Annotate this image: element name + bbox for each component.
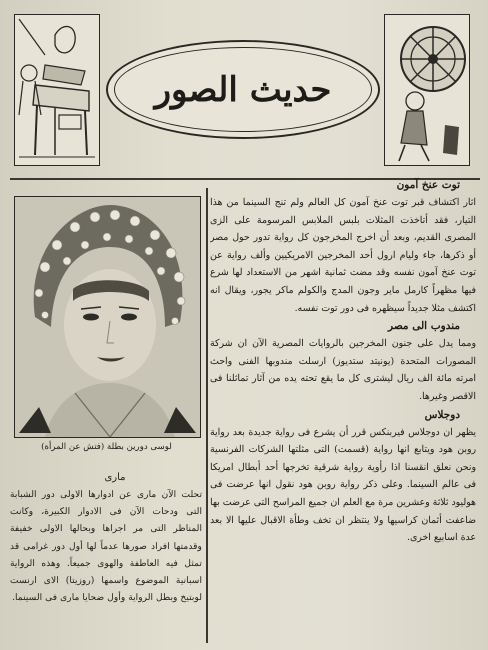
section-text: تحلت الآن مارى عن ادوارها الاولى دور الشبابة التى ودحات الآن فى الادوار الكبيرة، وكانت المناظر التى مر اجراها وبحالها الاولى خفيفة وقدمتها افراد صورها عدماً لها أول دور غرامى قد تمثل فيه العاطفة والهوى جميعاً. وهذه الرواية اسبانية الموضوع واسمها (روزيتا) الاى ارنست لوبتيخ وبطل الرواية وأول ضحايا مارى فى السينما. bbox=[10, 489, 202, 604]
section-text: يظهر ان دوجلاس فيربنكس قرر أن يشرع فى رواية جديدة بعد رواية روبن هود ويتابع انها رواية (قسمت) التى مثلتها الشركات الفرنسية ونحن نعلق انقسنا اذا رأوية رواية شرقية تخرجها أحد أبطال امريكا فى عالم السينما. وعلى ذكر رواية روبن هود نقول انها عرضت فى هوليود ثلاثة وعشرين مرة مع العلم ان جميع المراسح التى عرضت بها ضاعفت أثمان كراسيها ولا ينتظر ان تخف وطأة الاقبال عليها الا بعد عدة اسابيع اخرى. bbox=[210, 426, 476, 544]
right-article-column bbox=[210, 176, 476, 646]
cartoon-artist-at-desk-icon bbox=[14, 14, 100, 166]
section-title: مندوب الى مصر bbox=[388, 320, 460, 333]
section-title: دوجلاس bbox=[424, 408, 460, 421]
section-douglas bbox=[210, 406, 476, 547]
cartoon-man-with-film-reel-icon bbox=[384, 14, 470, 166]
page-title: حديث الصور bbox=[154, 69, 332, 110]
section-text: ومما يدل على جنون المخرجين بالروايات المصرية الآن ان شركة المصورات المتحدة (يونيتد ستديوز) ارسلت مندوبها الفنى واحث امرته مائة الف ريال ليشترى كل ما يقع تحته يده من آثار تماثلنا فى الاقصر وغيرها. bbox=[210, 338, 476, 402]
section-envoy bbox=[210, 317, 476, 405]
section-title: مارى bbox=[104, 472, 126, 483]
title-oval bbox=[106, 40, 380, 139]
column-divider bbox=[206, 188, 208, 643]
section-tut bbox=[210, 176, 476, 317]
left-article-column bbox=[10, 470, 202, 646]
photo-caption: لوسى دورين بطلة (فتش عن المرأة) bbox=[41, 442, 172, 452]
page-header bbox=[14, 10, 470, 172]
woman-portrait-with-beaded-headdress-icon bbox=[14, 196, 201, 438]
section-title: توت عنخ آمون bbox=[396, 179, 460, 191]
section-text: اثار اكتشاف قبر توت عنخ آمون كل العالم ولم تنج السينما من هذا التيار، فقد أتاخذت المثلات بلبس الملابس المرسومة على الزى المصرى القديم، وبعد أن اخرج المخرجون كل رواية تدور حول مصر أو ذكرها، جاء وليام ارول أحد المخرجين الامريكيين وألف رواية عن توت عنخ آمون نفسه وقد مضت ثمانية اشهر من الاستعداد لها شرع فيها مظهراً كارمل ماير وجون المدج والكولم ماكر يجور، ويقال انه اكتشف مثلا جديداً سيظهره فى دور توت نفسه. bbox=[210, 197, 476, 314]
